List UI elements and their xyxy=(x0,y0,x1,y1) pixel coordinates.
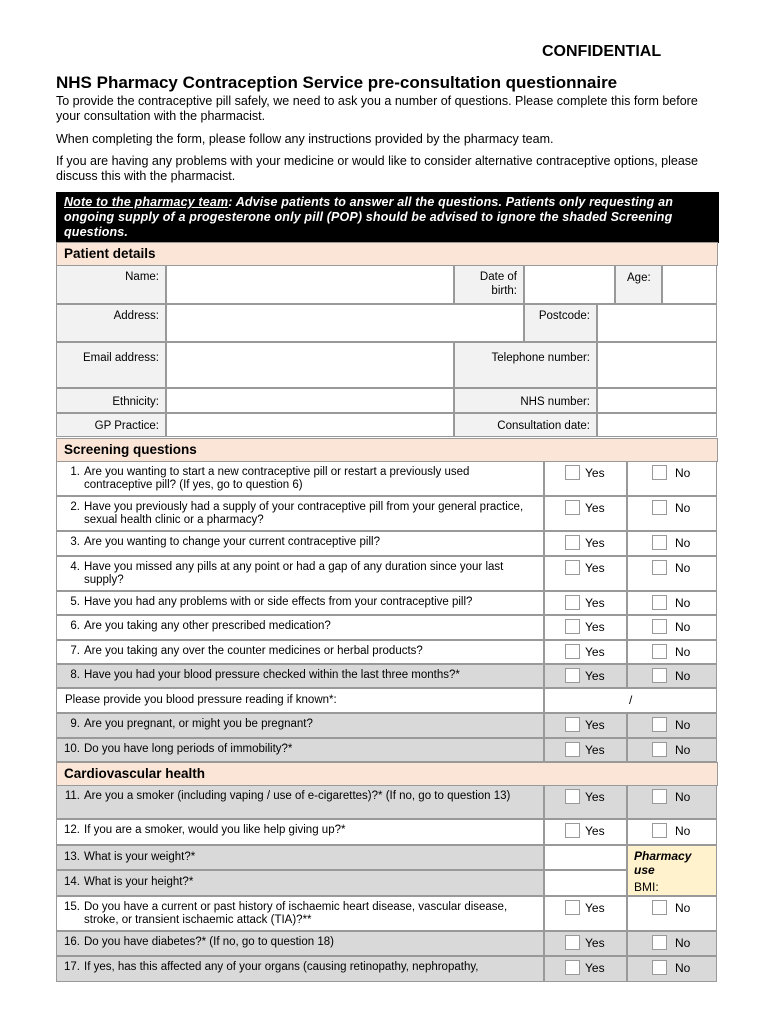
question-text xyxy=(56,640,544,664)
telephone-field[interactable] xyxy=(597,342,717,388)
question-number: 16. xyxy=(64,936,80,948)
question-row xyxy=(56,785,717,819)
question-row xyxy=(56,896,717,931)
yes-option xyxy=(544,496,627,531)
no-label: No xyxy=(675,790,691,804)
yes-checkbox[interactable] xyxy=(565,595,580,610)
question-text xyxy=(56,556,544,591)
yes-label: Yes xyxy=(585,466,605,480)
question-number: 15. xyxy=(64,901,80,913)
yes-checkbox[interactable] xyxy=(565,789,580,804)
question-label: Have you had any problems with or side effects from your contraceptive pill? xyxy=(84,596,473,608)
yes-option xyxy=(544,738,627,762)
age-field[interactable] xyxy=(662,265,717,304)
question-text xyxy=(56,845,544,870)
yes-option xyxy=(544,931,627,956)
no-label: No xyxy=(675,645,691,659)
question-number: 5. xyxy=(70,596,80,608)
yes-checkbox[interactable] xyxy=(565,935,580,950)
question-label: Do you have diabetes?* (If no, go to question 18) xyxy=(84,936,334,948)
no-label: No xyxy=(675,936,691,950)
yes-checkbox[interactable] xyxy=(565,717,580,732)
question-row xyxy=(56,956,717,982)
question-number: 1. xyxy=(70,466,80,478)
dob-label: Date of birth: xyxy=(454,265,524,304)
pharmacy-use-box xyxy=(627,845,717,896)
question-label: If yes, has this affected any of your organs (causing retinopathy, nephropathy, xyxy=(84,961,479,973)
no-label: No xyxy=(675,743,691,757)
yes-checkbox[interactable] xyxy=(565,465,580,480)
yes-option xyxy=(544,819,627,845)
postcode-label: Postcode: xyxy=(524,304,597,342)
yes-label: Yes xyxy=(585,669,605,683)
question-label: Are you wanting to start a new contraceptive pill or restart a previously used contraceptive pill? (If yes, go to question 6) xyxy=(84,466,470,491)
yes-checkbox[interactable] xyxy=(565,960,580,975)
blood-pressure-label: Please provide you blood pressure reading if known*: xyxy=(56,688,544,713)
bmi-label: BMI: xyxy=(634,880,659,894)
question-text xyxy=(56,785,544,819)
question-label: Have you had your blood pressure checked within the last three months?* xyxy=(84,669,460,681)
question-label: What is your weight?* xyxy=(84,851,196,863)
question-number: 10. xyxy=(64,743,80,755)
no-label: No xyxy=(675,501,691,515)
question-text xyxy=(56,713,544,738)
question-row xyxy=(56,556,717,591)
question-number: 17. xyxy=(64,961,80,973)
yes-checkbox[interactable] xyxy=(565,619,580,634)
name-field[interactable] xyxy=(166,265,454,304)
gp-practice-field[interactable] xyxy=(166,413,454,437)
question-text xyxy=(56,461,544,496)
question-text xyxy=(56,531,544,556)
question-number: 6. xyxy=(70,620,80,632)
intro-paragraph-2: When completing the form, please follow any instructions provided by the pharmacy team. xyxy=(56,132,554,146)
yes-label: Yes xyxy=(585,961,605,975)
gp-practice-label: GP Practice: xyxy=(56,413,166,437)
email-field[interactable] xyxy=(166,342,454,388)
no-label: No xyxy=(675,466,691,480)
yes-label: Yes xyxy=(585,790,605,804)
weight-row xyxy=(56,845,717,870)
no-option xyxy=(627,785,717,819)
blood-pressure-separator: / xyxy=(629,693,633,707)
question-text xyxy=(56,664,544,688)
no-label: No xyxy=(675,718,691,732)
nhs-number-field[interactable] xyxy=(597,388,717,413)
nhs-number-label: NHS number: xyxy=(454,388,597,413)
question-number: 3. xyxy=(70,536,80,548)
question-label: What is your height?* xyxy=(84,876,194,888)
no-label: No xyxy=(675,961,691,975)
yes-label: Yes xyxy=(585,536,605,550)
no-option xyxy=(627,615,717,640)
question-row xyxy=(56,640,717,664)
no-checkbox[interactable] xyxy=(652,644,667,659)
yes-checkbox[interactable] xyxy=(565,742,580,757)
no-option xyxy=(627,931,717,956)
question-number: 2. xyxy=(70,501,80,513)
address-label: Address: xyxy=(56,304,166,342)
yes-label: Yes xyxy=(585,620,605,634)
yes-option xyxy=(544,591,627,615)
yes-label: Yes xyxy=(585,561,605,575)
no-checkbox[interactable] xyxy=(652,935,667,950)
page-title: NHS Pharmacy Contraception Service pre-consultation questionnaire xyxy=(56,73,618,92)
yes-label: Yes xyxy=(585,501,605,515)
question-row xyxy=(56,819,717,845)
question-label: Do you have long periods of immobility?* xyxy=(84,743,293,755)
age-label: Age: xyxy=(615,265,662,304)
question-text xyxy=(56,956,544,982)
weight-field[interactable] xyxy=(544,845,627,870)
no-label: No xyxy=(675,901,691,915)
question-label: Are you wanting to change your current contraceptive pill? xyxy=(84,536,380,548)
question-text xyxy=(56,591,544,615)
question-number: 13. xyxy=(64,851,80,863)
question-label: If you are a smoker, would you like help giving up?* xyxy=(84,824,346,836)
question-number: 4. xyxy=(70,561,80,573)
question-label: Are you a smoker (including vaping / use of e-cigarettes)?* (If no, go to question 13) xyxy=(84,790,511,802)
question-number: 11. xyxy=(64,790,80,802)
no-option xyxy=(627,461,717,496)
question-text xyxy=(56,896,544,931)
no-label: No xyxy=(675,669,691,683)
no-checkbox[interactable] xyxy=(652,823,667,838)
no-checkbox[interactable] xyxy=(652,668,667,683)
note-label: Note to the pharmacy team xyxy=(64,195,229,209)
question-row xyxy=(56,496,717,531)
question-number: 7. xyxy=(70,645,80,657)
no-checkbox[interactable] xyxy=(652,535,667,550)
blood-pressure-field[interactable] xyxy=(544,688,717,713)
no-checkbox[interactable] xyxy=(652,500,667,515)
yes-checkbox[interactable] xyxy=(565,668,580,683)
patient-details-heading: Patient details xyxy=(56,242,718,266)
screening-heading: Screening questions xyxy=(56,438,718,462)
pharmacy-team-note xyxy=(56,192,719,243)
question-row xyxy=(56,531,717,556)
question-label: Have you previously had a supply of your contraceptive pill from your general practice, sexual health clinic or a pharmacy? xyxy=(84,501,524,526)
yes-option xyxy=(544,785,627,819)
no-label: No xyxy=(675,824,691,838)
yes-option xyxy=(544,461,627,496)
yes-label: Yes xyxy=(585,718,605,732)
blood-pressure-row xyxy=(56,688,717,713)
question-label: Are you pregnant, or might you be pregnant? xyxy=(84,718,313,730)
pharmacy-use-label: Pharmacy use xyxy=(634,849,692,877)
yes-option xyxy=(544,956,627,982)
no-option xyxy=(627,556,717,591)
question-text xyxy=(56,496,544,531)
no-checkbox[interactable] xyxy=(652,717,667,732)
no-checkbox[interactable] xyxy=(652,560,667,575)
no-checkbox[interactable] xyxy=(652,960,667,975)
intro-paragraph-1: To provide the contraceptive pill safely, we need to ask you a number of questions. Please complete this form before your consultation with the pharmacist. xyxy=(56,94,698,123)
consultation-date-field[interactable] xyxy=(597,413,717,437)
no-option xyxy=(627,496,717,531)
no-option xyxy=(627,819,717,845)
postcode-field[interactable] xyxy=(597,304,717,342)
consultation-date-label: Consultation date: xyxy=(454,413,597,437)
note-text: : Advise patients to answer all the questions. Patients only requesting an ongoing supply of a progesterone only pill (POP) should be advised to ignore the shaded Screening questions. xyxy=(64,195,673,239)
no-option xyxy=(627,531,717,556)
yes-checkbox[interactable] xyxy=(565,823,580,838)
height-field[interactable] xyxy=(544,870,627,896)
yes-label: Yes xyxy=(585,596,605,610)
confidential-label: CONFIDENTIAL xyxy=(542,43,662,60)
question-text xyxy=(56,738,544,762)
question-text xyxy=(56,870,544,896)
no-checkbox[interactable] xyxy=(652,900,667,915)
question-text xyxy=(56,819,544,845)
name-label: Name: xyxy=(56,265,166,304)
yes-option xyxy=(544,896,627,931)
no-option xyxy=(627,664,717,688)
yes-checkbox[interactable] xyxy=(565,560,580,575)
question-number: 8. xyxy=(70,669,80,681)
question-row xyxy=(56,615,717,640)
dob-field[interactable] xyxy=(524,265,615,304)
yes-checkbox[interactable] xyxy=(565,644,580,659)
question-label: Have you missed any pills at any point or had a gap of any duration since your last supply? xyxy=(84,561,504,586)
email-label: Email address: xyxy=(56,342,166,388)
yes-checkbox[interactable] xyxy=(565,900,580,915)
yes-option xyxy=(544,615,627,640)
height-row xyxy=(56,870,717,896)
no-option xyxy=(627,738,717,762)
question-text xyxy=(56,615,544,640)
yes-option xyxy=(544,664,627,688)
question-number: 14. xyxy=(64,876,80,888)
yes-option xyxy=(544,713,627,738)
telephone-label: Telephone number: xyxy=(454,342,597,388)
question-number: 9. xyxy=(70,718,80,730)
no-checkbox[interactable] xyxy=(652,595,667,610)
no-option xyxy=(627,713,717,738)
question-number: 12. xyxy=(64,824,80,836)
no-option xyxy=(627,591,717,615)
no-option xyxy=(627,640,717,664)
no-label: No xyxy=(675,536,691,550)
yes-option xyxy=(544,640,627,664)
ethnicity-label: Ethnicity: xyxy=(56,388,166,413)
question-label: Are you taking any other prescribed medication? xyxy=(84,620,331,632)
question-text xyxy=(56,931,544,956)
no-checkbox[interactable] xyxy=(652,789,667,804)
cardiovascular-heading: Cardiovascular health xyxy=(56,762,718,786)
no-label: No xyxy=(675,596,691,610)
ethnicity-field[interactable] xyxy=(166,388,454,413)
yes-checkbox[interactable] xyxy=(565,500,580,515)
yes-option xyxy=(544,556,627,591)
no-checkbox[interactable] xyxy=(652,742,667,757)
question-row xyxy=(56,931,717,956)
no-option xyxy=(627,896,717,931)
yes-label: Yes xyxy=(585,743,605,757)
no-label: No xyxy=(675,620,691,634)
intro-paragraph-3: If you are having any problems with your medicine or would like to consider alternative contraceptive options, please discuss this with the pharmacist. xyxy=(56,154,699,183)
question-row xyxy=(56,664,717,688)
yes-label: Yes xyxy=(585,901,605,915)
question-row xyxy=(56,713,717,738)
yes-option xyxy=(544,531,627,556)
yes-label: Yes xyxy=(585,936,605,950)
question-label: Are you taking any over the counter medicines or herbal products? xyxy=(84,645,423,657)
question-row xyxy=(56,738,717,762)
address-field[interactable] xyxy=(166,304,524,342)
no-label: No xyxy=(675,561,691,575)
no-checkbox[interactable] xyxy=(652,619,667,634)
question-row xyxy=(56,461,717,496)
yes-label: Yes xyxy=(585,824,605,838)
question-label: Do you have a current or past history of ischaemic heart disease, vascular disease, stroke, or transient ischaemic attack (TIA)?** xyxy=(84,901,508,926)
yes-checkbox[interactable] xyxy=(565,535,580,550)
no-option xyxy=(627,956,717,982)
yes-label: Yes xyxy=(585,645,605,659)
question-row xyxy=(56,591,717,615)
no-checkbox[interactable] xyxy=(652,465,667,480)
